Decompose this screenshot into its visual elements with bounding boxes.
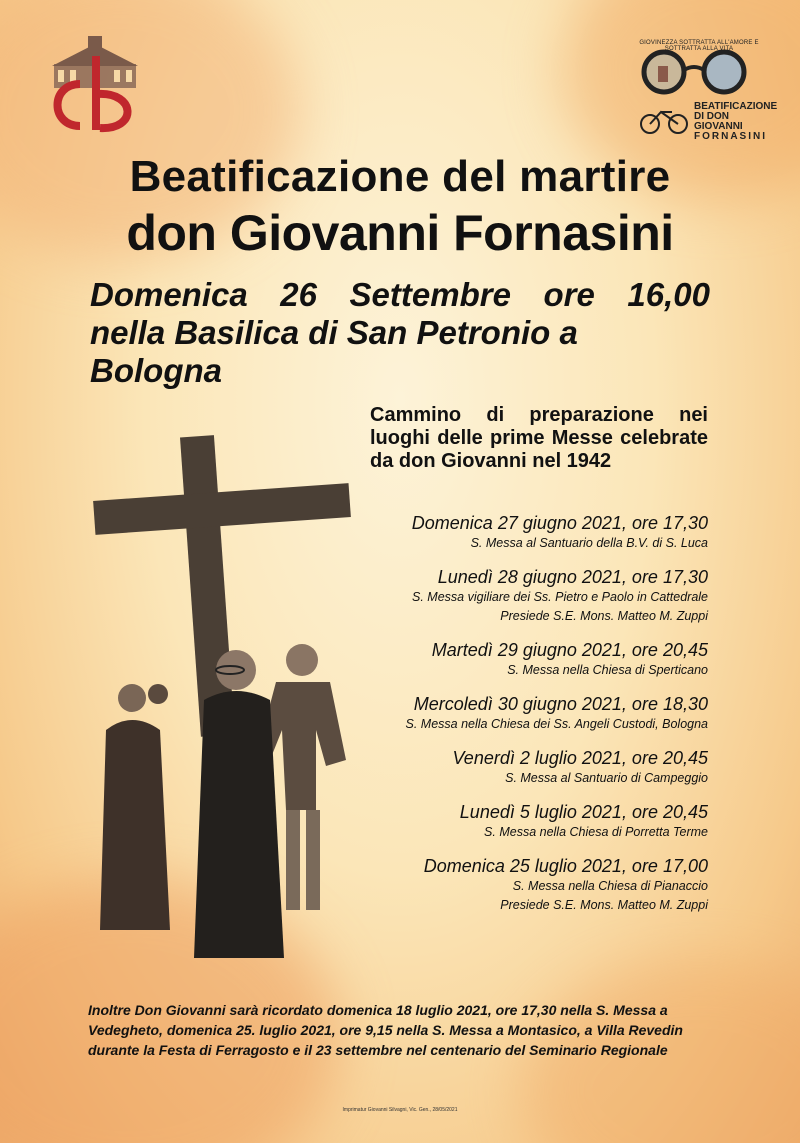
subtitle-word: ore — [543, 276, 595, 313]
event-date: Domenica 25 luglio 2021, ore 17,00 — [423, 856, 708, 876]
church-cb-monogram-icon — [40, 34, 150, 134]
glasses-bicycle-icon — [628, 40, 778, 142]
event-date: Domenica 27 giugno 2021, ore 17,30 — [411, 513, 708, 533]
event-date: Mercoledì 30 giugno 2021, ore 18,30 — [413, 694, 708, 714]
event-description: S. Messa al Santuario della B.V. di S. Luca — [470, 536, 708, 550]
imprimatur: Imprimatur Giovanni Silvagni, Vic. Gen., 28/05/2021 — [342, 1107, 458, 1113]
intro-text: Cammino di preparazione nei luoghi delle prime Messe celebrate da don Giovanni nel 1942 — [370, 404, 708, 472]
subtitle-line-2: nella Basilica di San Petronio a Bologna — [90, 314, 578, 389]
list-item — [328, 512, 708, 553]
list-item — [328, 801, 708, 842]
list-item — [328, 566, 708, 626]
event-description: S. Messa nella Chiesa dei Ss. Angeli Custodi, Bologna — [405, 717, 708, 731]
event-date: Venerdì 2 luglio 2021, ore 20,45 — [452, 748, 708, 768]
subtitle — [90, 276, 710, 390]
subtitle-line-1 — [90, 276, 710, 314]
list-item — [328, 639, 708, 680]
event-description: S. Messa al Santuario di Campeggio — [505, 771, 708, 785]
list-item — [328, 855, 708, 915]
event-date: Lunedì 28 giugno 2021, ore 17,30 — [437, 567, 708, 587]
subtitle-word: Settembre — [349, 276, 511, 313]
footer-text: Inoltre Don Giovanni sarà ricordato domenica 18 luglio 2021, ore 17,30 nella S. Messa a Vedegheto, domenica 25. luglio 2021, ore 9,15 nella S. Messa a Montasico, a Villa Revedin durante la Festa di Ferragosto e il 23 settembre nel centenario del Seminario Regionale — [88, 1002, 683, 1058]
event-description: S. Messa nella Chiesa di Pianaccio — [512, 879, 708, 893]
list-item — [328, 693, 708, 734]
logo-line-2: DI DON GIOVANNI — [694, 111, 743, 132]
event-date: Lunedì 5 luglio 2021, ore 20,45 — [459, 802, 708, 822]
event-note: Presiede S.E. Mons. Matteo M. Zuppi — [500, 609, 708, 623]
subtitle-word: 16,00 — [627, 276, 710, 313]
event-description: S. Messa vigiliare dei Ss. Pietro e Paolo in Cattedrale — [412, 590, 708, 604]
title-line-1: Beatificazione del martire — [129, 152, 671, 201]
list-item — [328, 747, 708, 788]
title-line-2: don Giovanni Fornasini — [126, 205, 674, 261]
events-list — [328, 512, 708, 928]
event-date: Martedì 29 giugno 2021, ore 20,45 — [431, 640, 708, 660]
event-description: S. Messa nella Chiesa di Porretta Terme — [484, 825, 708, 839]
event-description: S. Messa nella Chiesa di Sperticano — [507, 663, 708, 677]
subtitle-word: Domenica — [90, 276, 248, 313]
logo-line-1: BEATIFICAZIONE — [694, 101, 778, 112]
logo-text — [694, 102, 777, 142]
event-note: Presiede S.E. Mons. Matteo M. Zuppi — [500, 898, 708, 912]
subtitle-word: 26 — [280, 276, 317, 313]
logo-line-3: FORNASINI — [694, 131, 767, 142]
logo-arc-text: GIOVINEZZA SOTTRATTA ALL'AMORE E SOTTRATTA ALLA VITA — [639, 40, 759, 52]
